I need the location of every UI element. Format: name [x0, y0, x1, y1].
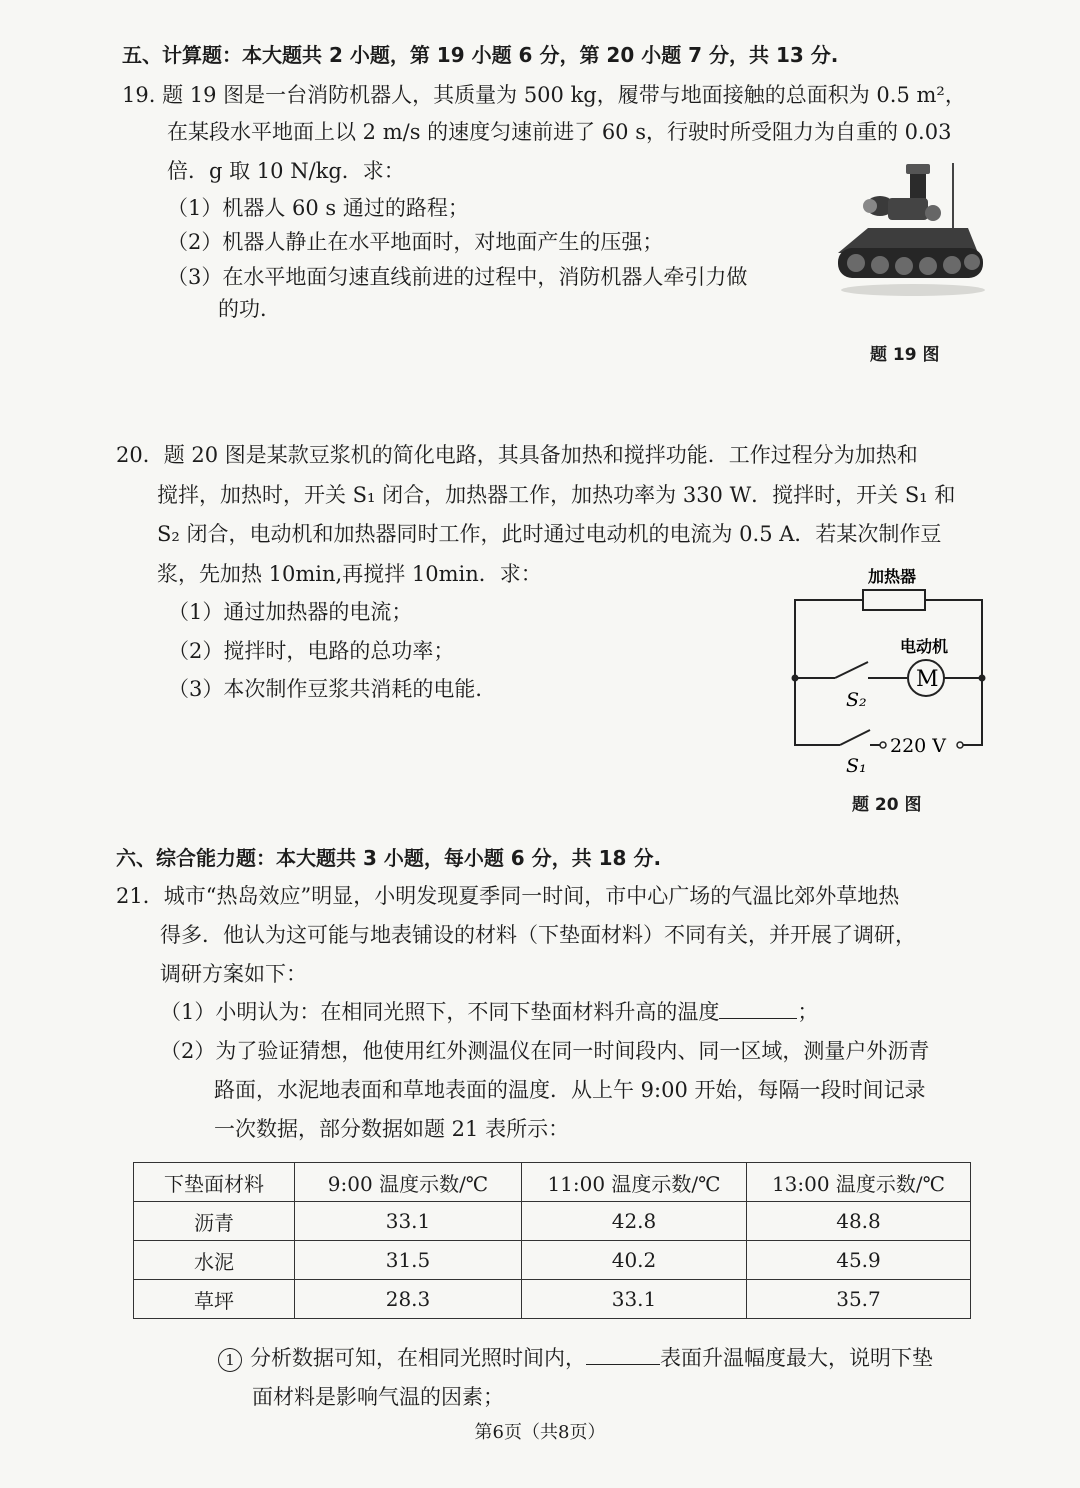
- q21-sub2a: （2）为了验证猜想，他使用红外测温仪在同一时间段内、同一区域，测量户外沥青: [160, 1039, 930, 1063]
- q20-sub1: （1）通过加热器的电流；: [168, 600, 413, 624]
- motor-label: 电动机: [900, 637, 949, 656]
- answer-blank-2[interactable]: [586, 1344, 660, 1365]
- q19-line3: 倍．g 取 10 N/kg．求：: [167, 159, 405, 183]
- switch-s1-label: S₁: [846, 755, 867, 777]
- q21-analysis-pre: 分析数据可知，在相同光照时间内，: [250, 1346, 586, 1370]
- circuit-diagram: [780, 560, 1000, 780]
- section5-title: 五、计算题：本大题共 2 小题，第 19 小题 6 分，第 20 小题 7 分，共 13 分.: [122, 43, 839, 67]
- q20-line1: 20．题 20 图是某款豆浆机的简化电路，其具备加热和搅拌功能．工作过程分为加热和: [116, 443, 918, 467]
- fire-robot-image: [828, 158, 988, 308]
- q19-line2: 在某段水平地面上以 2 m/s 的速度匀速前进了 60 s，行驶时所受阻力为自重的 0.03: [167, 120, 952, 144]
- q21-analysis-line2: 面材料是影响气温的因素；: [252, 1385, 504, 1409]
- q19-sub1: （1）机器人 60 s 通过的路程；: [167, 196, 469, 220]
- q20-line3: S₂ 闭合，电动机和加热器同时工作，此时通过电动机的电流为 0.5 A．若某次制作豆: [157, 522, 942, 546]
- table-cell: 48.8: [747, 1202, 971, 1241]
- table-cell: 31.5: [295, 1241, 522, 1280]
- table-cell: 35.7: [747, 1280, 971, 1319]
- q21-sub1: [160, 997, 818, 1027]
- q21-sub1-end: ；: [797, 1000, 819, 1024]
- q21-sub2c: 一次数据，部分数据如题 21 表所示：: [214, 1117, 570, 1141]
- table-header-row: [134, 1163, 971, 1202]
- q21-line3: 调研方案如下：: [160, 962, 307, 986]
- q19-sub3a: （3）在水平地面匀速直线前进的过程中，消防机器人牵引力做: [167, 265, 748, 289]
- q20-sub3: （3）本次制作豆浆共消耗的电能．: [168, 677, 497, 701]
- table-cell: 42.8: [522, 1202, 747, 1241]
- q19-sub3b: 的功．: [218, 297, 281, 321]
- q21-line1: 21．城市“热岛效应”明显，小明发现夏季同一时间，市中心广场的气温比郊外草地热: [116, 884, 900, 908]
- section6-title: 六、综合能力题：本大题共 3 小题，每小题 6 分，共 18 分.: [116, 846, 662, 870]
- q20-figure-caption: 题 20 图: [852, 795, 922, 815]
- q19-figure-caption: 题 19 图: [870, 345, 940, 365]
- switch-s2-label: S₂: [846, 689, 867, 711]
- heater-label: 加热器: [868, 567, 917, 586]
- table-header: 13:00 温度示数/℃: [747, 1163, 971, 1202]
- q20-line4: 浆，先加热 10min,再搅拌 10min．求：: [157, 562, 542, 586]
- q21-analysis: [218, 1343, 933, 1373]
- table-cell: 33.1: [295, 1202, 522, 1241]
- page-footer: 第6页（共8页）: [474, 1422, 606, 1443]
- table-row: [134, 1280, 971, 1319]
- q19-line1: 19. 题 19 图是一台消防机器人，其质量为 500 kg，履带与地面接触的总面积为 0.5 m²，: [122, 83, 966, 107]
- table-cell: 水泥: [134, 1241, 295, 1280]
- motor-symbol: M: [916, 667, 939, 692]
- table-header: 下垫面材料: [134, 1163, 295, 1202]
- answer-blank-1[interactable]: [719, 998, 797, 1019]
- q20-sub2: （2）搅拌时，电路的总功率；: [168, 639, 455, 663]
- table-cell: 40.2: [522, 1241, 747, 1280]
- q21-line2: 得多．他认为这可能与地表铺设的材料（下垫面材料）不同有关，并开展了调研，: [160, 923, 916, 947]
- q20-line2: 搅拌，加热时，开关 S₁ 闭合，加热器工作，加热功率为 330 W．搅拌时，开关 S₁ 和: [157, 483, 956, 507]
- table-cell: 33.1: [522, 1280, 747, 1319]
- q21-analysis-post: 表面升温幅度最大，说明下垫: [660, 1346, 933, 1370]
- table-cell: 沥青: [134, 1202, 295, 1241]
- voltage-label: 220 V: [890, 735, 947, 757]
- q19-sub2: （2）机器人静止在水平地面时，对地面产生的压强；: [167, 230, 664, 254]
- q21-sub1-text: （1）小明认为：在相同光照下，不同下垫面材料升高的温度: [160, 1000, 720, 1024]
- temperature-table: [133, 1162, 971, 1319]
- table-header: 11:00 温度示数/℃: [522, 1163, 747, 1202]
- q21-sub2b: 路面，水泥地表面和草地表面的温度．从上午 9:00 开始，每隔一段时间记录: [214, 1078, 926, 1102]
- table-row: [134, 1202, 971, 1241]
- table-cell: 草坪: [134, 1280, 295, 1319]
- table-cell: 28.3: [295, 1280, 522, 1319]
- table-cell: 45.9: [747, 1241, 971, 1280]
- table-header: 9:00 温度示数/℃: [295, 1163, 522, 1202]
- circled-number-1: 1: [218, 1348, 242, 1372]
- table-row: [134, 1241, 971, 1280]
